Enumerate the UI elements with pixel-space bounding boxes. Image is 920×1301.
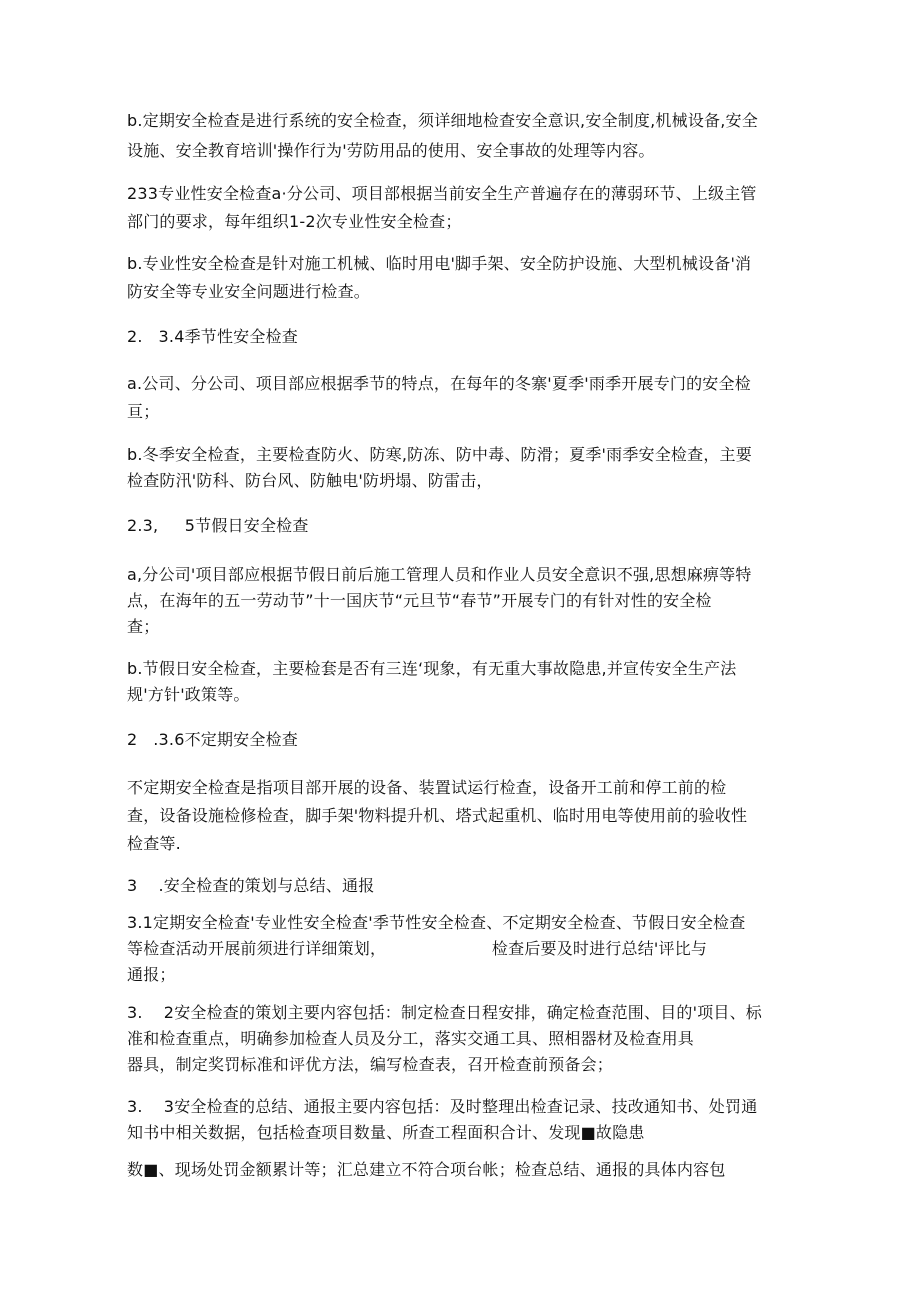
section-heading: 3 .安全检查的策划与总结、通报 [127, 876, 375, 895]
text-line: 查，设备设施检修检查，脚手架'物料提升机、塔式起重机、临时用电等使用前的验收性 [127, 806, 748, 825]
text-line: 等检查活动开展前须进行详细策划， 检查后要及时进行总结'评比与 [127, 939, 708, 958]
text-line: 3. 3安全检查的总结、通报主要内容包括：及时整理出检查记录、技改通知书、处罚通 [127, 1097, 758, 1116]
text-line: b.专业性安全检查是针对施工机械、临时用电'脚手架、安全防护设施、大型机械设备'消 [127, 254, 752, 273]
text-line: 知书中相关数据，包括检查项目数量、所查工程面积合计、发现■故隐患 [127, 1123, 645, 1142]
text-line: a,分公司'项目部应根据节假日前后施工管理人员和作业人员安全意识不强,思想麻痹等特 [127, 565, 752, 584]
text-line: 通报； [127, 965, 176, 984]
text-line: 防安全等专业安全问题进行检查。 [127, 282, 371, 301]
text-line: 查； [127, 617, 160, 636]
text-line: 规'方针'政策等。 [127, 685, 250, 704]
text-line: 器具，制定奖罚标准和评优方法，编写检查表，召开检查前预备会； [127, 1055, 614, 1074]
text-line: 部门的要求，每年组织1-2次专业性安全检查； [127, 212, 462, 231]
text-line: b.冬季安全检查，主要检查防火、防寒,防冻、防中毒、防滑；夏季'雨季安全检查，主要 [127, 445, 752, 464]
text-line: 检查等. [127, 834, 181, 853]
text-line: 准和检查重点，明确参加检查人员及分工，落实交通工具、照相器材及检查用具 [127, 1029, 695, 1048]
text-line: a.公司、分公司、项目部应根据季节的特点，在每年的冬寨'夏季'雨季开展专门的安全检 [127, 374, 751, 393]
text-line: 设施、安全教育培训'操作行为'劳防用品的使用、安全事故的处理等内容。 [127, 141, 655, 160]
text-line: b.节假日安全检查，主要检套是否有三连‘现象，有无重大事故隐患,并宣传安全生产法 [127, 659, 737, 678]
text-line: 检查防汛'防科、防台风、防触电'防坍塌、防雷击， [127, 471, 493, 490]
text-line: b.定期安全检查是进行系统的安全检查，须详细地检查安全意识,安全制度,机械设备,安全 [127, 111, 758, 130]
section-heading: 2 .3.6不定期安全检查 [127, 730, 298, 749]
text-line: 数■、现场处罚金额累计等；汇总建立不符合项台帐；检查总结、通报的具体内容包 [127, 1160, 726, 1179]
section-heading: 2.3, 5节假日安全检查 [127, 516, 309, 535]
text-line: 3.1定期安全检查'专业性安全检查'季节性安全检查、不定期安全检查、节假日安全检查 [127, 913, 746, 932]
text-line: 不定期安全检查是指项目部开展的设备、装置试运行检查，设备开工前和停工前的检 [127, 778, 727, 797]
text-line: 亘； [127, 402, 160, 421]
text-line: 3. 2安全检查的策划主要内容包括：制定检查日程安排，确定检查范围、目的'项目、标 [127, 1003, 762, 1022]
section-heading: 2. 3.4季节性安全检查 [127, 327, 298, 346]
text-line: 点，在海年的五一劳动节”十一国庆节“元旦节“春节”开展专门的有针对性的安全检 [127, 591, 712, 610]
text-line: 233专业性安全检查a·分公司、项目部根据当前安全生产普遍存在的薄弱环节、上级主管 [127, 184, 757, 203]
